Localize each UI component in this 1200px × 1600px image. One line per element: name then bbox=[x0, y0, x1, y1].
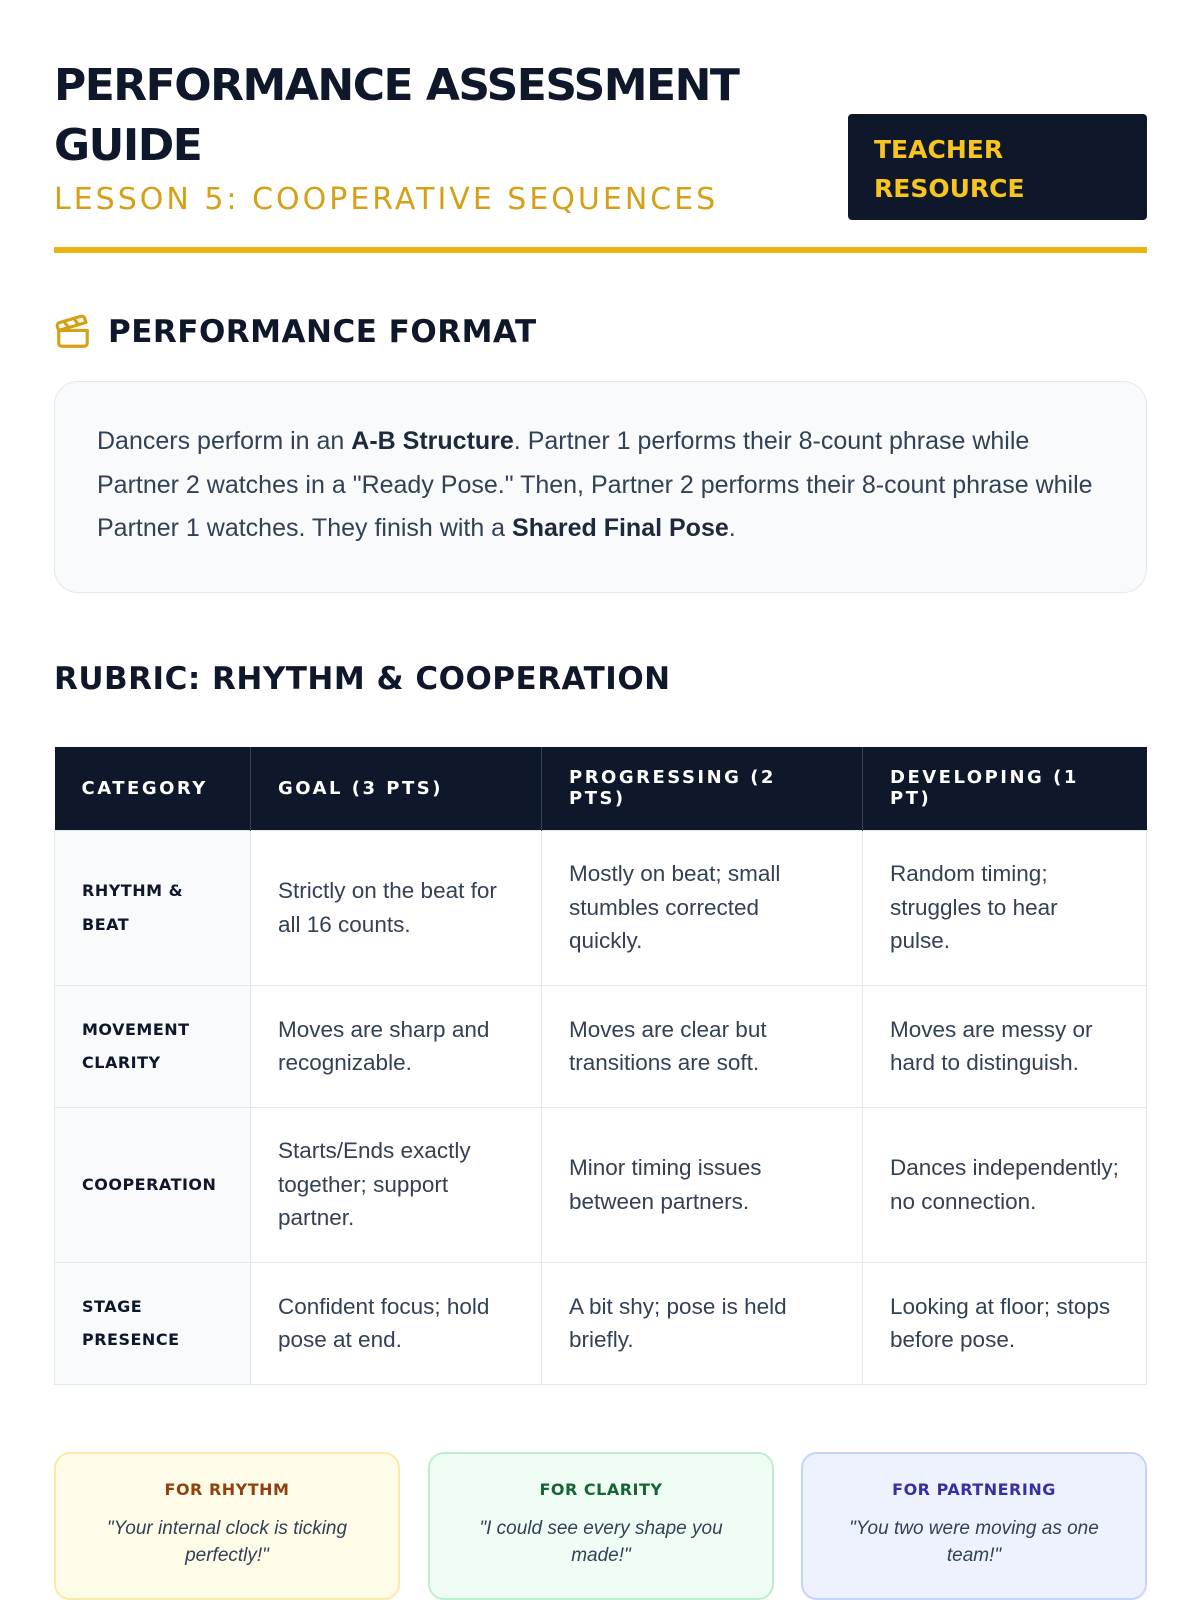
performance-format-description bbox=[54, 381, 1147, 593]
column-header: DEVELOPING (1 PT) bbox=[863, 747, 1147, 830]
progressing-cell: A bit shy; pose is held briefly. bbox=[542, 1262, 863, 1384]
performance-format-heading bbox=[54, 310, 537, 354]
developing-cell: Dances independently; no connection. bbox=[863, 1107, 1147, 1262]
rubric-title: RUBRIC: RHYTHM & COOPERATION bbox=[54, 661, 671, 697]
progressing-cell: Mostly on beat; small stumbles corrected quickly. bbox=[542, 830, 863, 985]
rubric-table bbox=[54, 747, 1147, 1385]
lesson-subtitle: LESSON 5: COOPERATIVE SEQUENCES bbox=[54, 182, 719, 217]
column-header: CATEGORY bbox=[55, 747, 251, 830]
format-emphasis: A-B Structure bbox=[351, 427, 514, 455]
page-title: PERFORMANCE ASSESSMENT GUIDE bbox=[54, 60, 739, 171]
table-row bbox=[55, 830, 1147, 985]
feedback-card-label: FOR RHYTHM bbox=[164, 1480, 290, 1499]
format-text: . bbox=[728, 514, 736, 542]
category-cell: STAGE PRESENCE bbox=[55, 1262, 251, 1384]
table-row bbox=[55, 1107, 1147, 1262]
feedback-card-clarity bbox=[428, 1452, 774, 1600]
developing-cell: Looking at floor; stops before pose. bbox=[863, 1262, 1147, 1384]
developing-cell: Moves are messy or hard to distinguish. bbox=[863, 985, 1147, 1107]
section-title: PERFORMANCE FORMAT bbox=[108, 314, 537, 350]
table-row bbox=[55, 1262, 1147, 1384]
goal-cell: Strictly on the beat for all 16 counts. bbox=[251, 830, 542, 985]
clapperboard-icon bbox=[54, 313, 92, 351]
teacher-resource-badge: TEACHER RESOURCE bbox=[848, 114, 1147, 220]
table-row bbox=[55, 985, 1147, 1107]
format-text: Dancers perform in an bbox=[97, 427, 352, 455]
goal-cell: Starts/Ends exactly together; support partner. bbox=[251, 1107, 542, 1262]
goal-cell: Moves are sharp and recognizable. bbox=[251, 985, 542, 1107]
category-cell: MOVEMENT CLARITY bbox=[55, 985, 251, 1107]
format-emphasis: Shared Final Pose bbox=[512, 514, 729, 542]
table-header-row bbox=[55, 747, 1147, 830]
feedback-card-quote: "You two were moving as one team!" bbox=[849, 1518, 1099, 1566]
progressing-cell: Minor timing issues between partners. bbox=[542, 1107, 863, 1262]
feedback-card-quote: "Your internal clock is ticking perfectly!" bbox=[106, 1518, 348, 1566]
progressing-cell: Moves are clear but transitions are soft. bbox=[542, 985, 863, 1107]
feedback-cards bbox=[54, 1452, 1147, 1600]
feedback-card-partnering bbox=[801, 1452, 1147, 1600]
column-header: PROGRESSING (2 PTS) bbox=[542, 747, 863, 830]
column-header: GOAL (3 PTS) bbox=[251, 747, 542, 830]
feedback-card-rhythm bbox=[54, 1452, 400, 1600]
feedback-card-quote: "I could see every shape you made!" bbox=[479, 1518, 723, 1566]
header-divider bbox=[54, 247, 1147, 253]
format-text: . Partner 1 performs their 8-count phrase while Partner 2 watches in a "Ready Pose." Then, Partner 2 performs their 8-count phrase while Partner 1 watches. They finish with a bbox=[97, 427, 1093, 542]
category-cell: RHYTHM & BEAT bbox=[55, 830, 251, 985]
page-header bbox=[54, 56, 1147, 256]
feedback-card-label: FOR CLARITY bbox=[539, 1480, 663, 1499]
feedback-card-label: FOR PARTNERING bbox=[892, 1480, 1056, 1499]
category-cell: COOPERATION bbox=[55, 1107, 251, 1262]
goal-cell: Confident focus; hold pose at end. bbox=[251, 1262, 542, 1384]
developing-cell: Random timing; struggles to hear pulse. bbox=[863, 830, 1147, 985]
